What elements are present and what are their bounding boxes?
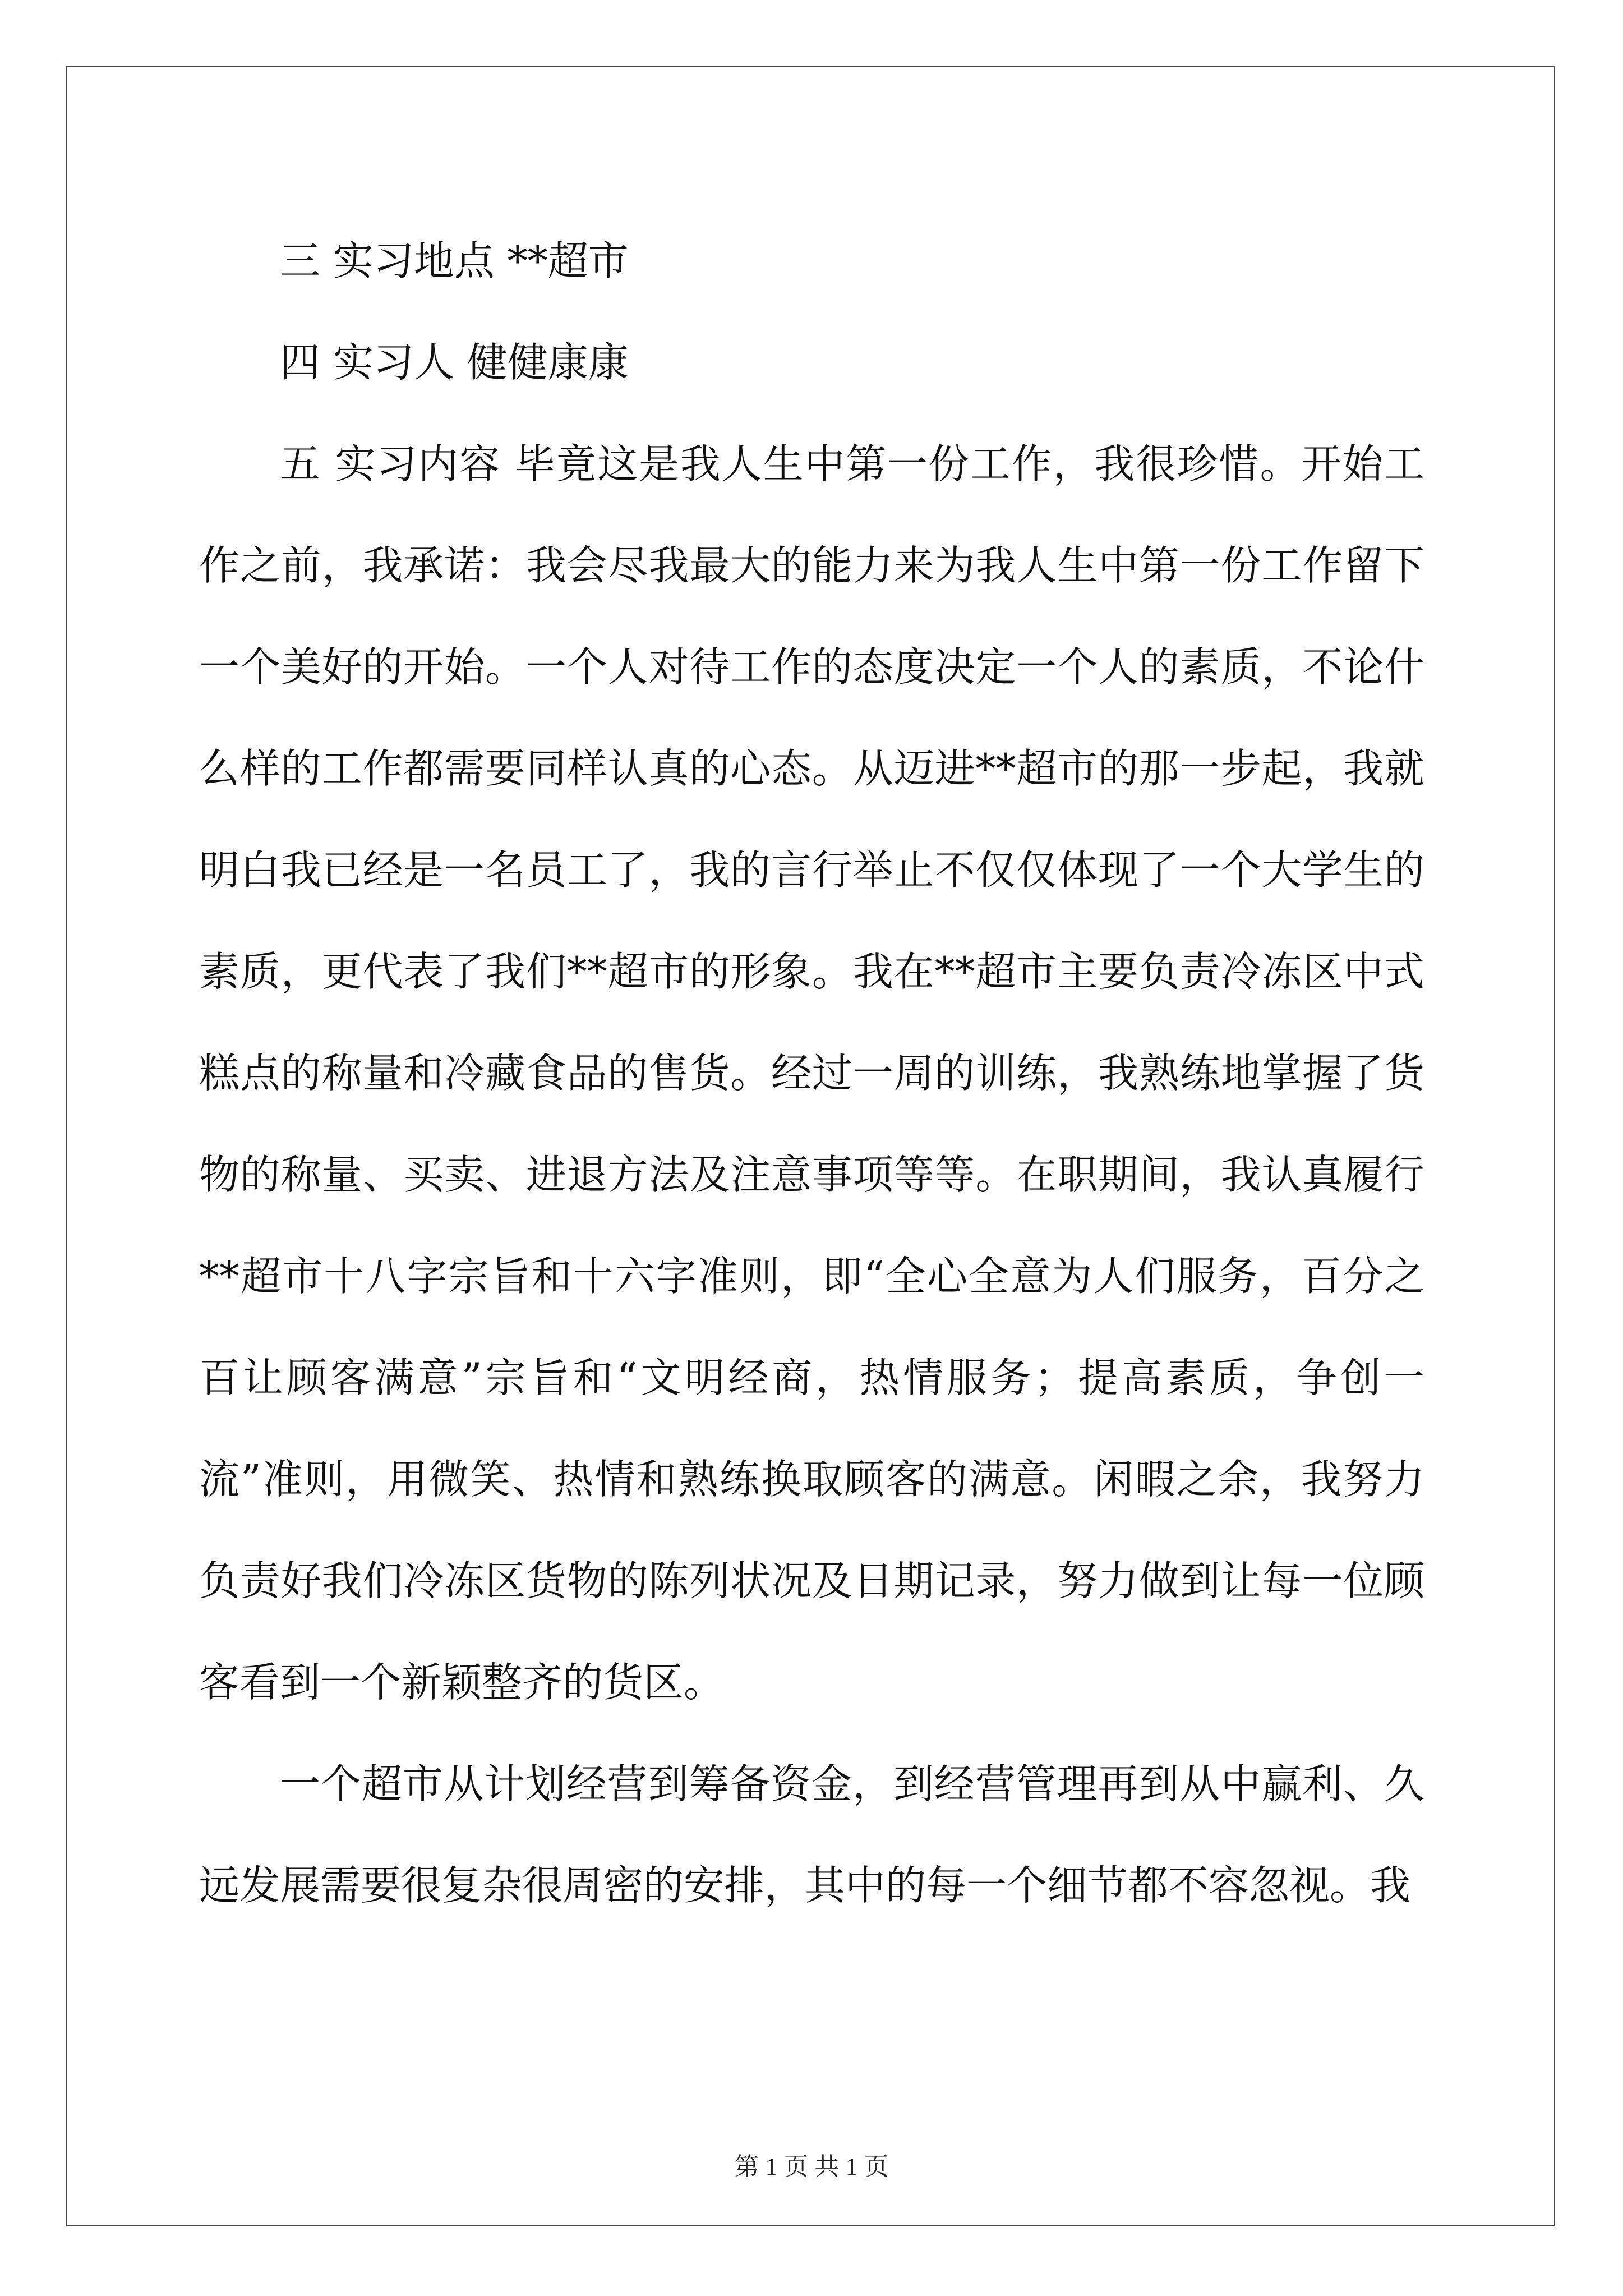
body-paragraph: 一个超市从计划经营到筹备资金，到经营管理再到从中赢利、久远发展需要很复杂很周密的安排，其中的每一个细节都不容忽视。我 xyxy=(199,1760,1424,1909)
section-3-heading: 三 实习地点 **超市 xyxy=(280,237,629,284)
page-footer: 第 1 页 共 1 页 xyxy=(734,2153,889,2180)
section-5-paragraph: 五 实习内容 毕竟这是我人生中第一份工作，我很珍惜。开始工作之前，我承诺：我会尽我最大的能力来为我人生中第一份工作留下一个美好的开始。一个人对待工作的态度决定一个人的素质，不论什么样的工作都需要同样认真的心态。从迈进**超市的那一步起，我就明白我已经是一名员工了，我的言行举止不仅仅体现了一个大学生的素质，更代表了我们**超市的形象。我在**超市主要负责冷冻区中式糕点的称量和冷藏食品的售货。经过一周的训练，我熟练地掌握了货物的称量、买卖、进退方法及注意事项等等。在职期间，我认真履行**超市十八字宗旨和十六字准则，即“全心全意为人们服务，百分之百让顾客满意”宗旨和“文明经商，热情服务；提高素质，争创一流”准则，用微笑、热情和熟练换取顾客的满意。闲暇之余，我努力负责好我们冷冻区货物的陈列状况及日期记录，努力做到让每一位顾客看到一个新颖整齐的货区。 xyxy=(199,440,1424,1706)
document-body xyxy=(199,210,1424,1936)
section-4-heading: 四 实习人 健健康康 xyxy=(280,339,629,386)
